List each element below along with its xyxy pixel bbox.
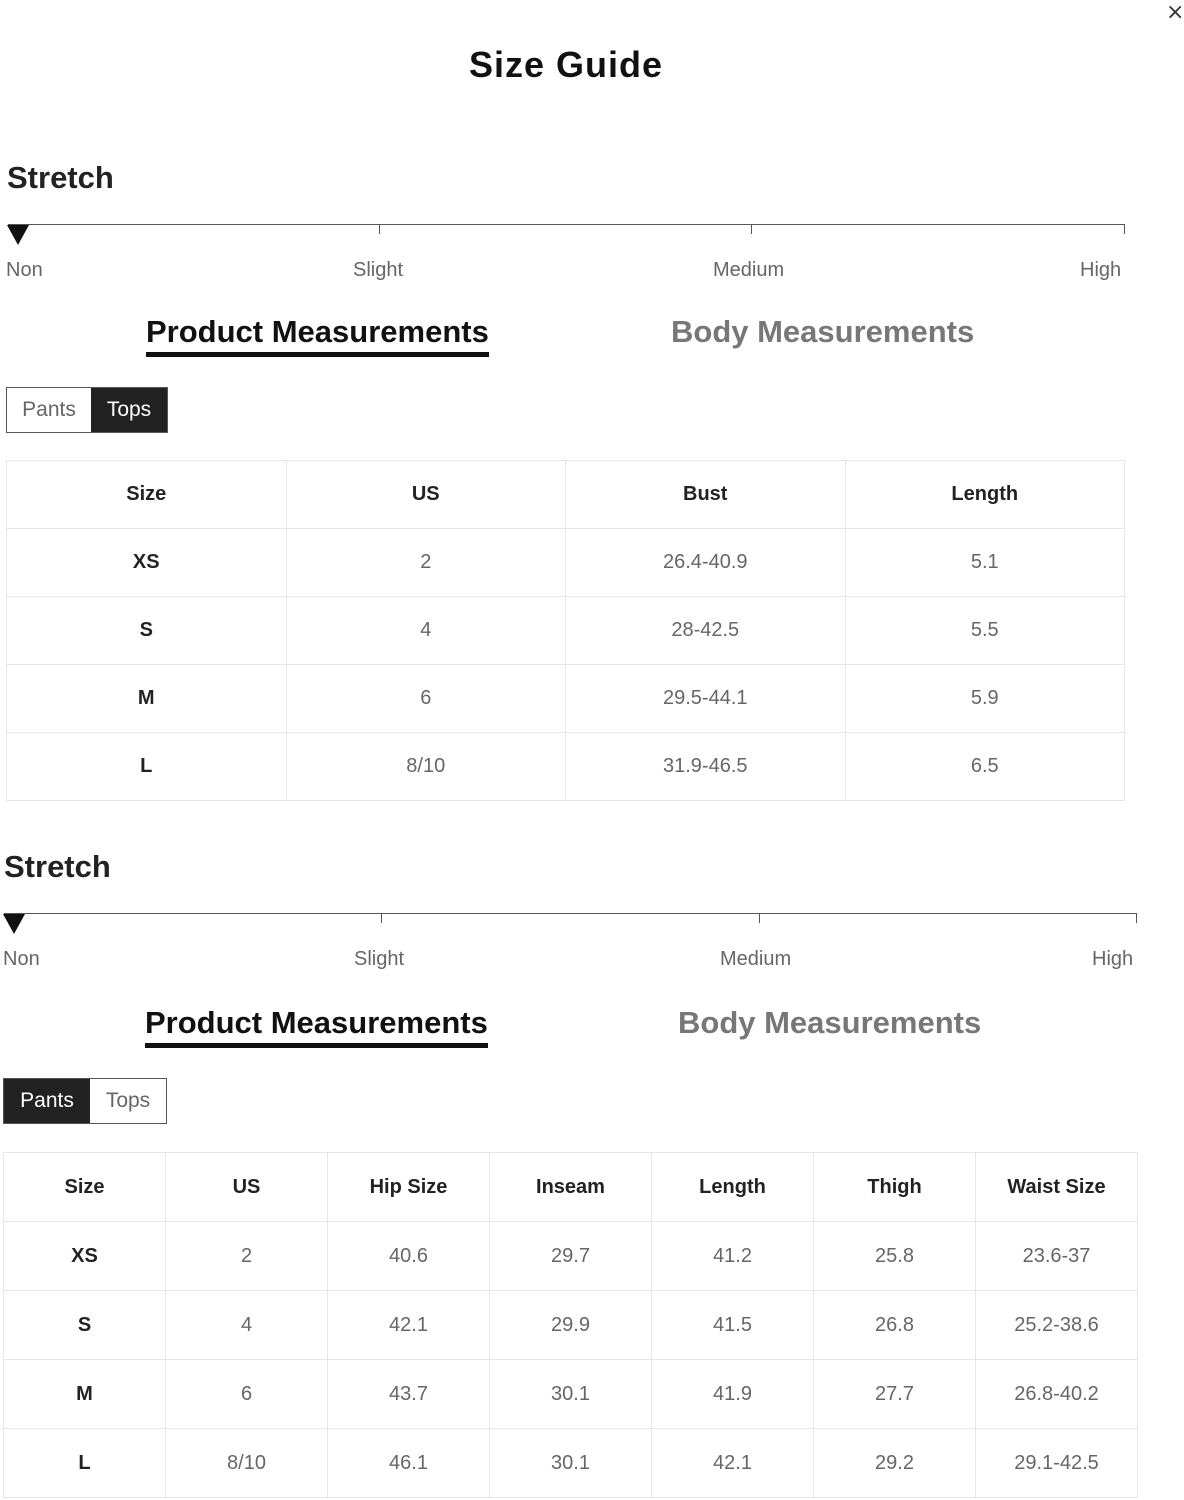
page-title: Size Guide [468, 44, 664, 85]
close-button[interactable] [1166, 2, 1184, 24]
stretch-label-high: High [1080, 259, 1122, 281]
measurement-cell: 6.5 [845, 733, 1125, 801]
measurement-cell: 28-42.5 [566, 597, 846, 665]
measurement-cell: 41.2 [652, 1222, 814, 1291]
column-header: Size [4, 1153, 166, 1222]
stretch-tick-slight [381, 913, 382, 923]
stretch-label-medium: Medium [720, 948, 792, 970]
column-header: US [166, 1153, 328, 1222]
size-table-pants [3, 1152, 1138, 1498]
toggle-tops[interactable]: Tops [90, 1079, 166, 1123]
column-header: Hip Size [328, 1153, 490, 1222]
size-cell: M [4, 1360, 166, 1429]
tab-body-measurements[interactable]: Body Measurements [678, 1005, 982, 1040]
measurement-cell: 4 [286, 597, 566, 665]
stretch-heading: Stretch [4, 849, 111, 884]
measurement-cell: 4 [166, 1291, 328, 1360]
column-header: Length [652, 1153, 814, 1222]
close-icon: × [1166, 2, 1184, 24]
measurement-cell: 29.9 [490, 1291, 652, 1360]
category-toggle [6, 387, 168, 433]
table-row [7, 665, 1125, 733]
size-cell: S [7, 597, 287, 665]
column-header: US [286, 461, 566, 529]
category-toggle [3, 1078, 167, 1124]
column-header: Thigh [814, 1153, 976, 1222]
measurement-cell: 43.7 [328, 1360, 490, 1429]
stretch-label-non: Non [6, 259, 43, 281]
stretch-tick-high [1136, 913, 1137, 923]
measurement-cell: 6 [286, 665, 566, 733]
measurement-cell: 40.6 [328, 1222, 490, 1291]
column-header: Waist Size [976, 1153, 1138, 1222]
measurement-cell: 2 [286, 529, 566, 597]
measurement-cell: 2 [166, 1222, 328, 1291]
stretch-label-high: High [1092, 948, 1134, 970]
size-table-tops [6, 460, 1125, 801]
measurement-cell: 25.8 [814, 1222, 976, 1291]
measurement-cell: 29.2 [814, 1429, 976, 1498]
measurement-cell: 29.1-42.5 [976, 1429, 1138, 1498]
measurement-cell: 42.1 [328, 1291, 490, 1360]
table-row [4, 1360, 1138, 1429]
measurement-cell: 27.7 [814, 1360, 976, 1429]
size-cell: M [7, 665, 287, 733]
column-header: Size [7, 461, 287, 529]
stretch-heading: Stretch [7, 160, 114, 195]
tab-product-measurements[interactable]: Product Measurements [145, 1005, 488, 1048]
column-header: Length [845, 461, 1125, 529]
stretch-tick-medium [759, 913, 760, 923]
column-header: Inseam [490, 1153, 652, 1222]
size-cell: XS [4, 1222, 166, 1291]
table-header-row [7, 461, 1125, 529]
stretch-scale-line [4, 913, 1137, 914]
measurement-cell: 30.1 [490, 1360, 652, 1429]
toggle-tops[interactable]: Tops [91, 388, 167, 432]
table-header-row [4, 1153, 1138, 1222]
measurement-cell: 30.1 [490, 1429, 652, 1498]
table-row [7, 597, 1125, 665]
measurement-cell: 42.1 [652, 1429, 814, 1498]
stretch-tick-high [1124, 224, 1125, 234]
stretch-tick-slight [379, 224, 380, 234]
stretch-marker-icon [7, 225, 29, 245]
table-row [4, 1291, 1138, 1360]
tab-body-measurements[interactable]: Body Measurements [671, 314, 975, 349]
measurement-cell: 6 [166, 1360, 328, 1429]
measurement-cell: 8/10 [166, 1429, 328, 1498]
table-row [4, 1222, 1138, 1291]
measurement-cell: 26.4-40.9 [566, 529, 846, 597]
table-row [7, 733, 1125, 801]
measurement-cell: 8/10 [286, 733, 566, 801]
measurement-cell: 23.6-37 [976, 1222, 1138, 1291]
stretch-scale-line [8, 224, 1125, 225]
toggle-pants[interactable]: Pants [7, 388, 91, 432]
measurement-cell: 41.5 [652, 1291, 814, 1360]
stretch-label-non: Non [3, 948, 40, 970]
measurement-cell: 41.9 [652, 1360, 814, 1429]
measurement-cell: 31.9-46.5 [566, 733, 846, 801]
column-header: Bust [566, 461, 846, 529]
measurement-cell: 5.9 [845, 665, 1125, 733]
table-row [7, 529, 1125, 597]
measurement-cell: 5.1 [845, 529, 1125, 597]
measurement-cell: 29.5-44.1 [566, 665, 846, 733]
measurement-cell: 29.7 [490, 1222, 652, 1291]
stretch-tick-medium [751, 224, 752, 234]
size-cell: L [4, 1429, 166, 1498]
size-cell: L [7, 733, 287, 801]
table-row [4, 1429, 1138, 1498]
stretch-label-slight: Slight [354, 948, 405, 970]
stretch-marker-icon [3, 914, 25, 934]
size-cell: S [4, 1291, 166, 1360]
measurement-cell: 26.8 [814, 1291, 976, 1360]
stretch-label-slight: Slight [353, 259, 404, 281]
stretch-label-medium: Medium [713, 259, 785, 281]
measurement-cell: 5.5 [845, 597, 1125, 665]
toggle-pants[interactable]: Pants [4, 1079, 90, 1123]
measurement-cell: 26.8-40.2 [976, 1360, 1138, 1429]
measurement-cell: 25.2-38.6 [976, 1291, 1138, 1360]
size-cell: XS [7, 529, 287, 597]
measurement-cell: 46.1 [328, 1429, 490, 1498]
tab-product-measurements[interactable]: Product Measurements [146, 314, 489, 357]
